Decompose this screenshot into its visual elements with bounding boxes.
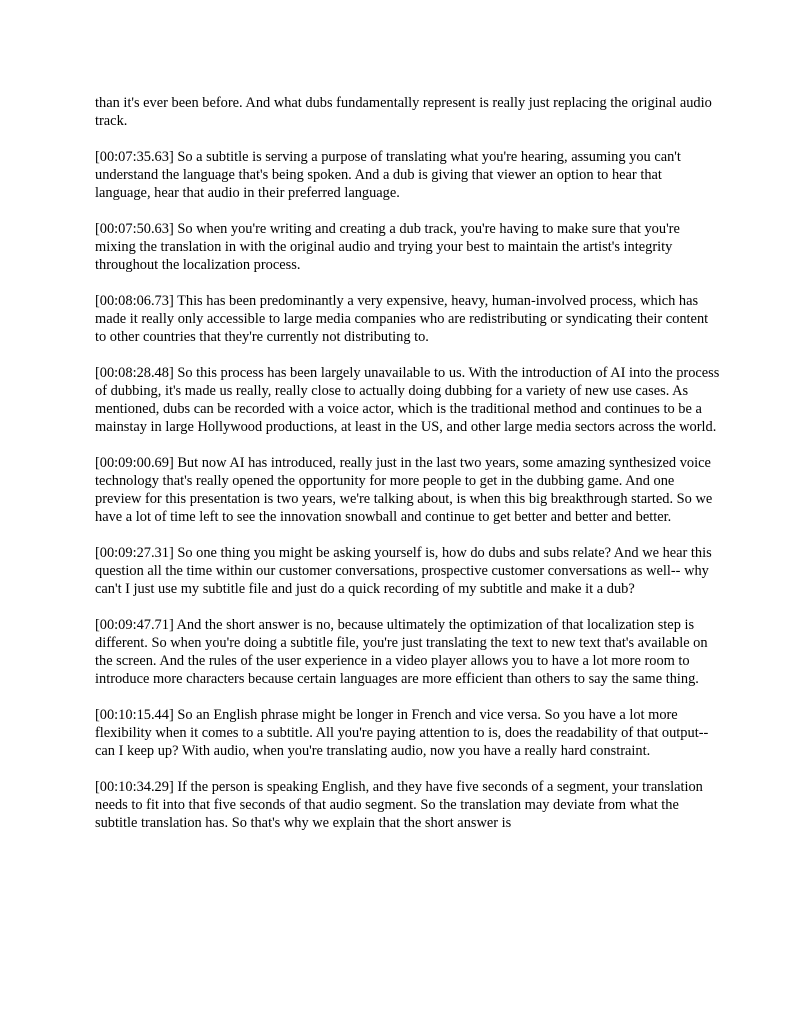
transcript-paragraph: [00:09:47.71] And the short answer is no, because ultimately the optimization of that localization step is different. So when you're doing a subtitle file, you're just translating the text to new text that's available on the screen. And the rules of the user experience in a video player allows you to have a lot more room to introduce more characters because certain languages are more efficient than others to say the same thing.	[95, 617, 708, 687]
transcript-paragraph: [00:07:50.63] So when you're writing and creating a dub track, you're having to make sure that you're mixing the translation in with the original audio and trying your best to maintain the artist's integrity throughout the localization process.	[95, 221, 680, 273]
transcript-body	[95, 94, 720, 832]
transcript-paragraph: [00:10:15.44] So an English phrase might be longer in French and vice versa. So you have a lot more flexibility when it comes to a subtitle. All you're paying attention to is, does the readability of that output-- can I keep up? With audio, when you're translating audio, now you have a really hard constraint.	[95, 707, 709, 759]
transcript-paragraph: [00:09:00.69] But now AI has introduced, really just in the last two years, some amazing synthesized voice technology that's really opened the opportunity for more people to get in the dubbing game. And one preview for this presentation is two years, we're talking about, is when this big breakthrough started. So we have a lot of time left to see the innovation snowball and continue to get better and better and better.	[95, 455, 713, 525]
transcript-paragraph: [00:08:28.48] So this process has been largely unavailable to us. With the introduction of AI into the process of dubbing, it's made us really, really close to actually doing dubbing for a variety of new use cases. As mentioned, dubs can be recorded with a voice actor, which is the traditional method and continues to be a mainstay in large Hollywood productions, at least in the US, and other large media sectors across the world.	[95, 365, 720, 435]
transcript-paragraph: [00:07:35.63] So a subtitle is serving a purpose of translating what you're hearing, assuming you can't understand the language that's being spoken. And a dub is giving that viewer an option to hear that language, hear that audio in their preferred language.	[95, 149, 681, 201]
transcript-paragraph: [00:08:06.73] This has been predominantly a very expensive, heavy, human-involved process, which has made it really only accessible to large media companies who are redistributing or syndicating their content to other countries that they're currently not distributing to.	[95, 293, 709, 345]
transcript-paragraph: [00:09:27.31] So one thing you might be asking yourself is, how do dubs and subs relate? And we hear this question all the time within our customer conversations, prospective customer conversations as well-- why can't I just use my subtitle file and just do a quick recording of my subtitle and make it a dub?	[95, 545, 712, 597]
transcript-paragraph: than it's ever been before. And what dubs fundamentally represent is really just replacing the original audio track.	[95, 95, 712, 129]
transcript-paragraph: [00:10:34.29] If the person is speaking English, and they have five seconds of a segment, your translation needs to fit into that five seconds of that audio segment. So the translation may deviate from what the subtitle translation has. So that's why we explain that the short answer is	[95, 779, 703, 831]
